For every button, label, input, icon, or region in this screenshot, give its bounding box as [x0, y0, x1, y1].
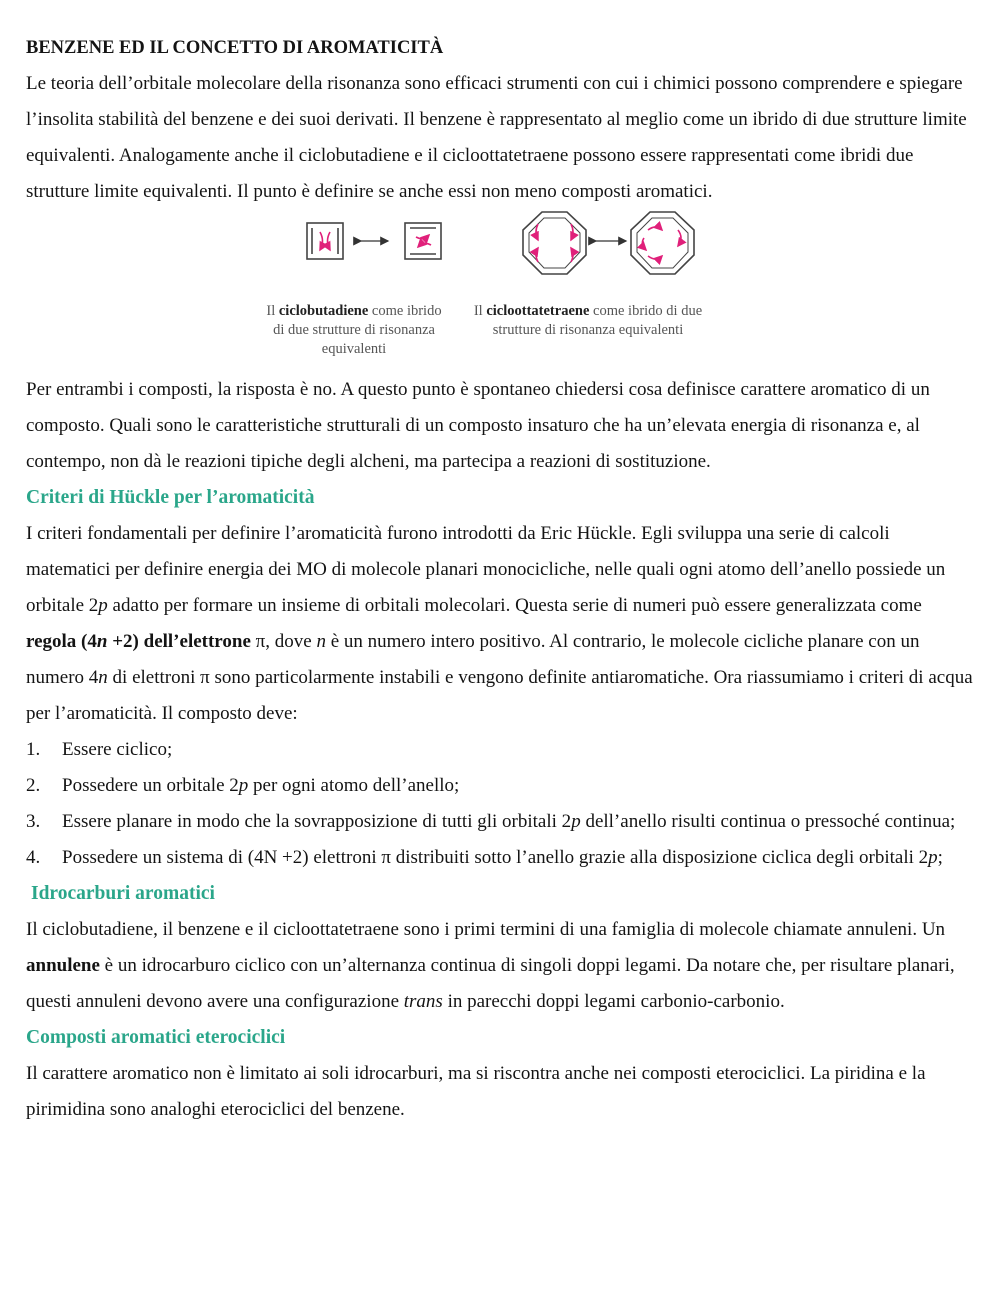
idrocarburi-paragraph: Il ciclobutadiene, il benzene e il cicloottatetraene sono i primi termini di una famiglia di molecole chiamate annuleni. Un annulene è un idrocarburo ciclico con un’alternanza continua di singoli doppi legami. Da notare che, per risultare planari, questi annuleni devono avere una configurazione trans in parecchi doppi legami carbonio-carbonio. — [26, 919, 955, 1012]
list-item: 3. Essere planare in modo che la sovrapposizione di tutti gli orbitali 2p dell’anello risulti continua o pressoché continua; — [26, 811, 956, 832]
huckel-paragraph: I criteri fondamentali per definire l’aromaticità furono introdotti da Eric Hückle. Egli sviluppa una serie di calcoli matematici per definire energia dei MO di molecole planari monocicliche, nelle quali ogni atomo dell’anello possiede un orbitale 2p adatto per formare un insieme di orbitali molecolari. Questa serie di numeri può essere generalizzata come regola (4n +2) dell’elettrone π, dove n è un numero intero positivo. Al contrario, le molecole cicliche planare con un numero 4n di elettroni π sono particolarmente instabili e vengono definite antiaromatiche. Ora riassumiamo i criteri di acqua per l’aromaticità. Il composto deve: — [26, 523, 973, 724]
huckel-heading: Criteri di Hückle per l’aromaticità — [26, 487, 315, 508]
resonance-structures-diagram — [276, 210, 726, 300]
criteria-list — [26, 732, 976, 876]
huckel-rule: regola (4n +2) dell’elettrone — [26, 631, 251, 652]
list-item: 2. Possedere un orbitale 2p per ogni atomo dell’anello; — [26, 775, 460, 796]
cyclobutadiene-structure-1 — [307, 223, 343, 259]
cyclobutadiene-structure-2 — [405, 223, 441, 259]
cyclooctatetraene-structure-1 — [523, 212, 586, 274]
intro-paragraph: Le teoria dell’orbitale molecolare della risonanza sono efficaci strumenti con cui i chimici possono comprendere e spiegare l’insolita stabilità del benzene e dei suoi derivati. Il benzene è rappresentato al meglio come un ibrido di due strutture limite equivalenti. Analogamente anche il ciclobutadiene e il cicloottatetraene possono essere rappresentati come ibridi due strutture limite equivalenti. Il punto è definire se anche essi non meno composti aromatici. — [26, 73, 967, 202]
document-page — [26, 30, 976, 1128]
list-item: 4. Possedere un sistema di (4N +2) elettroni π distribuiti sotto l’anello grazie alla disposizione ciclica degli orbitali 2p; — [26, 847, 943, 868]
document-title: BENZENE ED IL CONCETTO DI AROMATICITÀ — [26, 38, 444, 58]
answer-paragraph: Per entrambi i composti, la risposta è no. A questo punto è spontaneo chiedersi cosa definisce carattere aromatico di un composto. Quali sono le caratteristiche strutturali di un composto insaturo che ha un’elevata energia di risonanza e, al contempo, non dà le reazioni tipiche degli alcheni, ma partecipa a reazioni di sostituzione. — [26, 379, 930, 472]
ciclobutadiene-caption: Il ciclobutadiene come ibrido di due strutture di risonanza equivalenti — [266, 303, 442, 357]
list-item: 1. Essere ciclico; — [26, 739, 173, 760]
resonance-figure — [26, 210, 976, 372]
cyclooctatetraene-structure-2 — [631, 212, 694, 274]
eterociclici-heading: Composti aromatici eterociclici — [26, 1027, 286, 1048]
eterociclici-paragraph: Il carattere aromatico non è limitato ai soli idrocarburi, ma si riscontra anche nei composti eterociclici. La piridina e la pirimidina sono analoghi eterociclici del benzene. — [26, 1063, 926, 1120]
idrocarburi-heading: Idrocarburi aromatici — [31, 883, 215, 904]
cicloottatetraene-caption: Il cicloottatetraene come ibrido di due strutture di risonanza equivalenti — [473, 303, 703, 338]
